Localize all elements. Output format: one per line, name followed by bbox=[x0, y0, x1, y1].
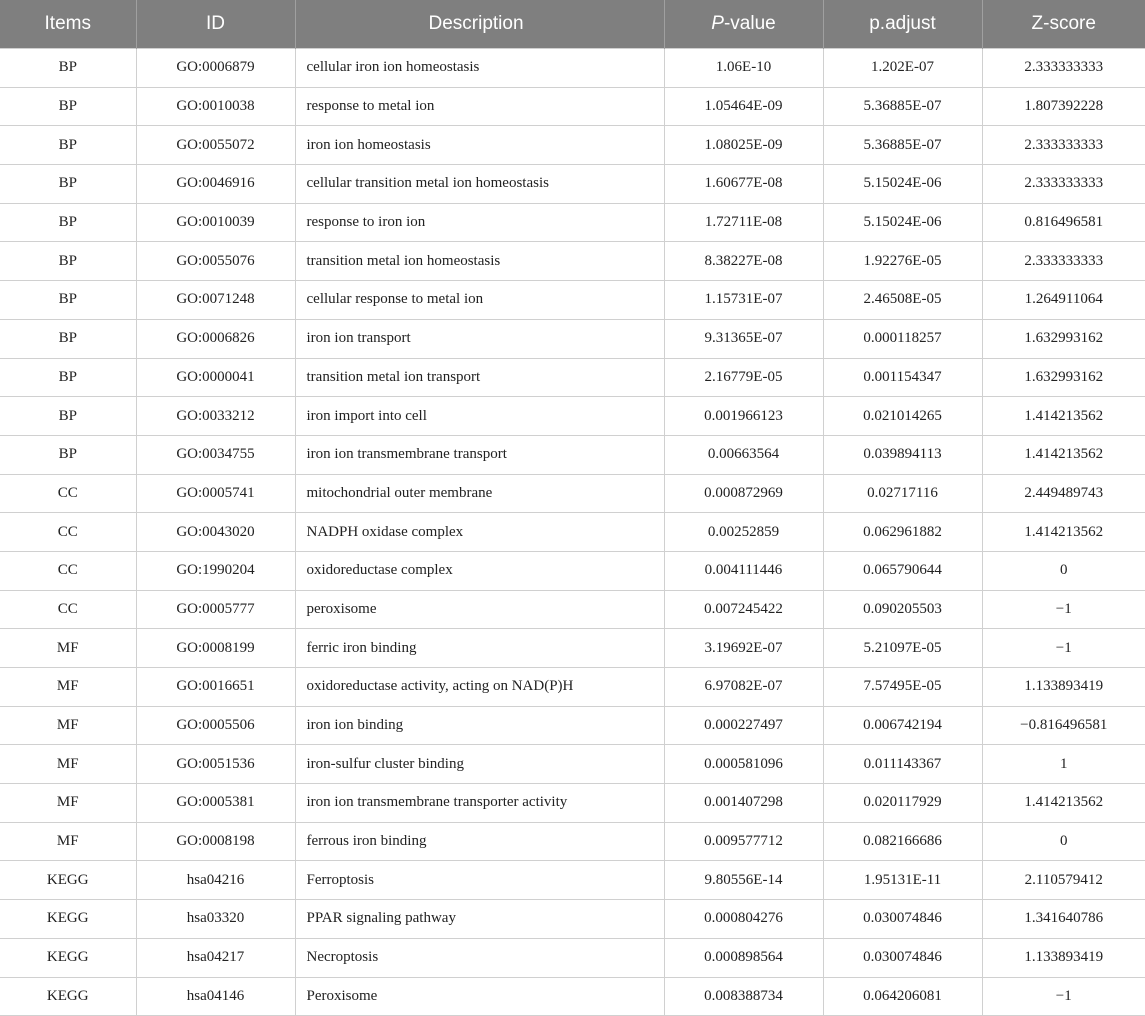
cell-description: Ferroptosis bbox=[295, 861, 664, 900]
cell-id: GO:0051536 bbox=[136, 745, 295, 784]
cell-id: GO:0005741 bbox=[136, 474, 295, 513]
cell-padjust: 0.039894113 bbox=[823, 435, 982, 474]
cell-zscore: 1.414213562 bbox=[982, 397, 1145, 436]
cell-description: cellular response to metal ion bbox=[295, 281, 664, 320]
cell-description: iron import into cell bbox=[295, 397, 664, 436]
cell-id: GO:0010039 bbox=[136, 203, 295, 242]
table-row bbox=[0, 938, 1145, 977]
cell-padjust: 0.030074846 bbox=[823, 938, 982, 977]
cell-zscore: 1.341640786 bbox=[982, 900, 1145, 939]
cell-description: response to iron ion bbox=[295, 203, 664, 242]
cell-id: GO:0008199 bbox=[136, 629, 295, 668]
cell-id: GO:0055072 bbox=[136, 126, 295, 165]
cell-description: cellular iron ion homeostasis bbox=[295, 49, 664, 88]
cell-items: BP bbox=[0, 281, 136, 320]
cell-pvalue: 0.000227497 bbox=[664, 706, 823, 745]
cell-padjust: 0.065790644 bbox=[823, 551, 982, 590]
header-pvalue-p: P bbox=[711, 13, 724, 34]
cell-pvalue: 1.06E-10 bbox=[664, 49, 823, 88]
cell-id: GO:0034755 bbox=[136, 435, 295, 474]
cell-zscore: 2.333333333 bbox=[982, 242, 1145, 281]
table-row bbox=[0, 668, 1145, 707]
table-row bbox=[0, 397, 1145, 436]
cell-id: GO:0055076 bbox=[136, 242, 295, 281]
cell-padjust: 5.21097E-05 bbox=[823, 629, 982, 668]
cell-pvalue: 0.004111446 bbox=[664, 551, 823, 590]
cell-items: MF bbox=[0, 629, 136, 668]
cell-id: GO:1990204 bbox=[136, 551, 295, 590]
cell-zscore: 1.632993162 bbox=[982, 358, 1145, 397]
cell-id: hsa04146 bbox=[136, 977, 295, 1016]
cell-padjust: 0.001154347 bbox=[823, 358, 982, 397]
cell-id: hsa03320 bbox=[136, 900, 295, 939]
cell-description: transition metal ion homeostasis bbox=[295, 242, 664, 281]
cell-zscore: 0 bbox=[982, 822, 1145, 861]
cell-pvalue: 0.007245422 bbox=[664, 590, 823, 629]
cell-items: BP bbox=[0, 242, 136, 281]
cell-zscore: 1 bbox=[982, 745, 1145, 784]
cell-pvalue: 8.38227E-08 bbox=[664, 242, 823, 281]
cell-description: iron ion transmembrane transporter activity bbox=[295, 784, 664, 823]
header-padjust: p.adjust bbox=[823, 0, 982, 49]
cell-description: ferric iron binding bbox=[295, 629, 664, 668]
table-row bbox=[0, 706, 1145, 745]
cell-zscore: −0.816496581 bbox=[982, 706, 1145, 745]
cell-items: CC bbox=[0, 551, 136, 590]
cell-padjust: 0.021014265 bbox=[823, 397, 982, 436]
table-row bbox=[0, 126, 1145, 165]
cell-description: oxidoreductase activity, acting on NAD(P)H bbox=[295, 668, 664, 707]
cell-zscore: 1.133893419 bbox=[982, 668, 1145, 707]
cell-id: GO:0008198 bbox=[136, 822, 295, 861]
table-row bbox=[0, 203, 1145, 242]
table-row bbox=[0, 358, 1145, 397]
cell-description: NADPH oxidase complex bbox=[295, 513, 664, 552]
cell-padjust: 5.36885E-07 bbox=[823, 126, 982, 165]
cell-items: BP bbox=[0, 165, 136, 204]
cell-items: KEGG bbox=[0, 938, 136, 977]
cell-description: response to metal ion bbox=[295, 87, 664, 126]
table-row bbox=[0, 49, 1145, 88]
cell-items: BP bbox=[0, 397, 136, 436]
table-body bbox=[0, 49, 1145, 1016]
cell-description: Peroxisome bbox=[295, 977, 664, 1016]
cell-items: CC bbox=[0, 590, 136, 629]
cell-description: mitochondrial outer membrane bbox=[295, 474, 664, 513]
cell-padjust: 0.064206081 bbox=[823, 977, 982, 1016]
cell-zscore: 1.632993162 bbox=[982, 319, 1145, 358]
cell-padjust: 0.006742194 bbox=[823, 706, 982, 745]
header-pvalue bbox=[664, 0, 823, 49]
cell-zscore: 0.816496581 bbox=[982, 203, 1145, 242]
cell-id: GO:0005506 bbox=[136, 706, 295, 745]
table-row bbox=[0, 165, 1145, 204]
cell-id: GO:0010038 bbox=[136, 87, 295, 126]
cell-padjust: 0.082166686 bbox=[823, 822, 982, 861]
cell-pvalue: 0.008388734 bbox=[664, 977, 823, 1016]
cell-id: GO:0006826 bbox=[136, 319, 295, 358]
cell-zscore: 2.333333333 bbox=[982, 165, 1145, 204]
cell-items: BP bbox=[0, 358, 136, 397]
cell-description: iron ion transport bbox=[295, 319, 664, 358]
cell-items: KEGG bbox=[0, 977, 136, 1016]
cell-pvalue: 0.001407298 bbox=[664, 784, 823, 823]
cell-pvalue: 9.80556E-14 bbox=[664, 861, 823, 900]
cell-zscore: −1 bbox=[982, 629, 1145, 668]
cell-pvalue: 0.00663564 bbox=[664, 435, 823, 474]
cell-pvalue: 2.16779E-05 bbox=[664, 358, 823, 397]
cell-pvalue: 0.000804276 bbox=[664, 900, 823, 939]
cell-id: GO:0000041 bbox=[136, 358, 295, 397]
header-zscore: Z-score bbox=[982, 0, 1145, 49]
cell-description: iron ion binding bbox=[295, 706, 664, 745]
cell-pvalue: 0.00252859 bbox=[664, 513, 823, 552]
cell-description: PPAR signaling pathway bbox=[295, 900, 664, 939]
table-row bbox=[0, 861, 1145, 900]
cell-id: GO:0016651 bbox=[136, 668, 295, 707]
table-row bbox=[0, 551, 1145, 590]
cell-items: BP bbox=[0, 319, 136, 358]
cell-pvalue: 1.60677E-08 bbox=[664, 165, 823, 204]
cell-id: GO:0033212 bbox=[136, 397, 295, 436]
cell-items: BP bbox=[0, 87, 136, 126]
cell-items: BP bbox=[0, 49, 136, 88]
cell-items: KEGG bbox=[0, 900, 136, 939]
cell-padjust: 1.202E-07 bbox=[823, 49, 982, 88]
cell-zscore: 1.807392228 bbox=[982, 87, 1145, 126]
cell-id: GO:0046916 bbox=[136, 165, 295, 204]
header-pvalue-rest: -value bbox=[723, 13, 776, 34]
table-row bbox=[0, 474, 1145, 513]
cell-items: MF bbox=[0, 706, 136, 745]
cell-items: CC bbox=[0, 474, 136, 513]
cell-items: KEGG bbox=[0, 861, 136, 900]
cell-id: GO:0005777 bbox=[136, 590, 295, 629]
cell-zscore: 2.333333333 bbox=[982, 49, 1145, 88]
cell-padjust: 0.02717116 bbox=[823, 474, 982, 513]
cell-padjust: 0.000118257 bbox=[823, 319, 982, 358]
table-row bbox=[0, 435, 1145, 474]
cell-zscore: 1.414213562 bbox=[982, 513, 1145, 552]
cell-items: BP bbox=[0, 435, 136, 474]
cell-pvalue: 0.000872969 bbox=[664, 474, 823, 513]
table-row bbox=[0, 822, 1145, 861]
cell-items: MF bbox=[0, 784, 136, 823]
table-row bbox=[0, 513, 1145, 552]
cell-description: iron ion homeostasis bbox=[295, 126, 664, 165]
cell-zscore: 1.264911064 bbox=[982, 281, 1145, 320]
cell-pvalue: 9.31365E-07 bbox=[664, 319, 823, 358]
cell-zscore: 1.414213562 bbox=[982, 784, 1145, 823]
cell-description: oxidoreductase complex bbox=[295, 551, 664, 590]
table-row bbox=[0, 629, 1145, 668]
cell-padjust: 0.030074846 bbox=[823, 900, 982, 939]
header-id: ID bbox=[136, 0, 295, 49]
cell-pvalue: 0.009577712 bbox=[664, 822, 823, 861]
cell-items: BP bbox=[0, 126, 136, 165]
cell-padjust: 0.062961882 bbox=[823, 513, 982, 552]
header-items: Items bbox=[0, 0, 136, 49]
cell-pvalue: 1.15731E-07 bbox=[664, 281, 823, 320]
table-row bbox=[0, 784, 1145, 823]
cell-pvalue: 1.72711E-08 bbox=[664, 203, 823, 242]
cell-description: cellular transition metal ion homeostasis bbox=[295, 165, 664, 204]
cell-description: iron ion transmembrane transport bbox=[295, 435, 664, 474]
cell-id: hsa04216 bbox=[136, 861, 295, 900]
cell-items: BP bbox=[0, 203, 136, 242]
cell-padjust: 0.011143367 bbox=[823, 745, 982, 784]
table-row bbox=[0, 590, 1145, 629]
cell-padjust: 5.36885E-07 bbox=[823, 87, 982, 126]
cell-id: GO:0005381 bbox=[136, 784, 295, 823]
cell-pvalue: 0.000581096 bbox=[664, 745, 823, 784]
cell-description: ferrous iron binding bbox=[295, 822, 664, 861]
table-row bbox=[0, 242, 1145, 281]
cell-padjust: 1.95131E-11 bbox=[823, 861, 982, 900]
cell-items: MF bbox=[0, 822, 136, 861]
table-row bbox=[0, 319, 1145, 358]
cell-zscore: −1 bbox=[982, 590, 1145, 629]
cell-items: CC bbox=[0, 513, 136, 552]
cell-zscore: 1.133893419 bbox=[982, 938, 1145, 977]
cell-description: peroxisome bbox=[295, 590, 664, 629]
cell-padjust: 0.020117929 bbox=[823, 784, 982, 823]
cell-id: GO:0071248 bbox=[136, 281, 295, 320]
header-description: Description bbox=[295, 0, 664, 49]
table-header-row bbox=[0, 0, 1145, 49]
cell-id: GO:0006879 bbox=[136, 49, 295, 88]
cell-pvalue: 1.05464E-09 bbox=[664, 87, 823, 126]
table-row bbox=[0, 900, 1145, 939]
table-row bbox=[0, 745, 1145, 784]
cell-zscore: −1 bbox=[982, 977, 1145, 1016]
cell-padjust: 5.15024E-06 bbox=[823, 165, 982, 204]
cell-zscore: 0 bbox=[982, 551, 1145, 590]
cell-padjust: 2.46508E-05 bbox=[823, 281, 982, 320]
cell-description: Necroptosis bbox=[295, 938, 664, 977]
cell-pvalue: 3.19692E-07 bbox=[664, 629, 823, 668]
cell-description: iron-sulfur cluster binding bbox=[295, 745, 664, 784]
cell-padjust: 0.090205503 bbox=[823, 590, 982, 629]
cell-padjust: 1.92276E-05 bbox=[823, 242, 982, 281]
table-row bbox=[0, 281, 1145, 320]
cell-items: MF bbox=[0, 745, 136, 784]
cell-padjust: 7.57495E-05 bbox=[823, 668, 982, 707]
cell-items: MF bbox=[0, 668, 136, 707]
cell-id: GO:0043020 bbox=[136, 513, 295, 552]
cell-pvalue: 0.001966123 bbox=[664, 397, 823, 436]
cell-pvalue: 1.08025E-09 bbox=[664, 126, 823, 165]
cell-pvalue: 6.97082E-07 bbox=[664, 668, 823, 707]
cell-zscore: 2.333333333 bbox=[982, 126, 1145, 165]
cell-padjust: 5.15024E-06 bbox=[823, 203, 982, 242]
cell-zscore: 2.110579412 bbox=[982, 861, 1145, 900]
table-row bbox=[0, 87, 1145, 126]
cell-zscore: 2.449489743 bbox=[982, 474, 1145, 513]
cell-pvalue: 0.000898564 bbox=[664, 938, 823, 977]
cell-zscore: 1.414213562 bbox=[982, 435, 1145, 474]
cell-id: hsa04217 bbox=[136, 938, 295, 977]
cell-description: transition metal ion transport bbox=[295, 358, 664, 397]
